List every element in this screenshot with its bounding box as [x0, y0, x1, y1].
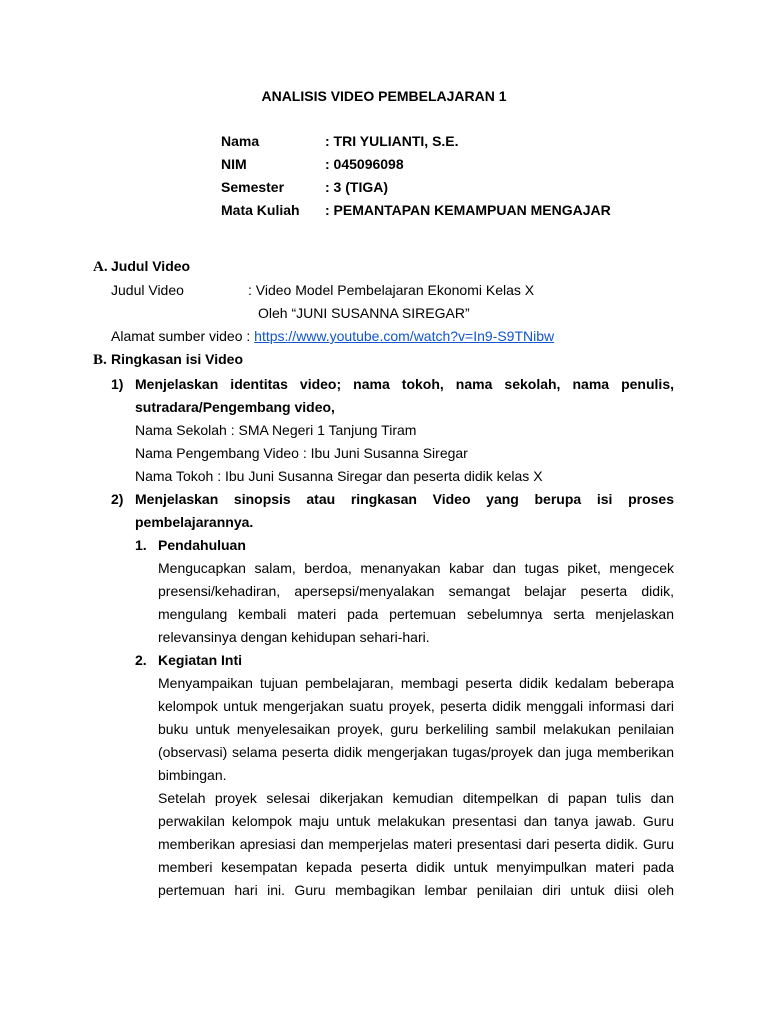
sub1-text-line: relevansinya dengan kehidupan sehari-hari. — [158, 629, 430, 645]
item1-heading-line1: Menjelaskan identitas video; nama tokoh, nama sekolah, nama penulis, — [135, 376, 674, 392]
item2-heading-line2: pembelajarannya. — [135, 514, 254, 530]
sub2-para2-line: perwakilan kelompok maju untuk melakukan presentasi dan tanya jawab. Guru — [158, 813, 674, 829]
video-source-link[interactable]: https://www.youtube.com/watch?v=In9-S9TNibw — [254, 328, 555, 344]
alamat-sumber-label: Alamat sumber video : — [111, 328, 255, 344]
identity-label-nama: Nama — [221, 133, 260, 149]
sub1-text-line: Mengucapkan salam, berdoa, menanyakan kabar dan tugas piket, mengecek — [158, 560, 674, 576]
identity-label-nim: NIM — [221, 156, 247, 172]
identity-value-nama: : TRI YULIANTI, S.E. — [325, 133, 459, 149]
identity-value-mata-kuliah: : PEMANTAPAN KEMAMPUAN MENGAJAR — [325, 202, 611, 218]
identity-value-semester: : 3 (TIGA) — [325, 179, 388, 195]
judul-video-label: Judul Video — [111, 282, 184, 298]
identity-label-mata-kuliah: Mata Kuliah — [221, 202, 300, 218]
sub2-para1-line: (observasi) selama peserta didik mengerjakan tugas/proyek dan juga memberikan — [158, 744, 674, 760]
item1-heading-line2: sutradara/Pengembang video, — [135, 399, 335, 415]
judul-video-value: : Video Model Pembelajaran Ekonomi Kelas X — [248, 282, 535, 298]
section-a-title: Judul Video — [111, 258, 191, 274]
alamat-sumber-line — [111, 325, 554, 348]
section-a-letter: A. — [93, 259, 108, 275]
sub2-number: 2. — [135, 652, 147, 668]
sub2-para1-line: Menyampaikan tujuan pembelajaran, membagi peserta didik kedalam beberapa — [158, 675, 674, 691]
sub2-title: Kegiatan Inti — [158, 652, 243, 668]
section-b-letter: B. — [93, 352, 107, 368]
section-b-title: Ringkasan isi Video — [111, 351, 244, 367]
identity-value-nim: : 045096098 — [325, 156, 404, 172]
sub1-text-line: presensi/kehadiran, apersepsi/menyalakan semangat belajar peserta didik, — [158, 583, 674, 599]
sub1-number: 1. — [135, 537, 147, 553]
nama-sekolah-line: Nama Sekolah : SMA Negeri 1 Tanjung Tiram — [135, 422, 417, 438]
sub2-para2-line: Setelah proyek selesai dikerjakan kemudian ditempelkan di papan tulis dan — [158, 790, 674, 806]
sub2-para1-line: kelompok untuk mengerjakan suatu proyek, peserta didik menggali informasi dari — [158, 698, 674, 714]
nama-pengembang-line: Nama Pengembang Video : Ibu Juni Susanna Siregar — [135, 445, 468, 461]
item2-number: 2) — [111, 491, 124, 507]
sub2-para2-line: memberi kesempatan kepada peserta didik untuk menyimpulkan materi pada — [158, 859, 674, 875]
sub2-para1-line: buku untuk menyelesaikan proyek, guru berkeliling sambil melakukan penilaian — [158, 721, 674, 737]
identity-label-semester: Semester — [221, 179, 285, 195]
nama-tokoh-line: Nama Tokoh : Ibu Juni Susanna Siregar dan peserta didik kelas X — [135, 468, 543, 484]
judul-video-author: Oleh “JUNI SUSANNA SIREGAR” — [258, 305, 470, 321]
item1-number: 1) — [111, 376, 124, 392]
sub1-title: Pendahuluan — [158, 537, 246, 553]
document-title: ANALISIS VIDEO PEMBELAJARAN 1 — [261, 88, 507, 104]
sub2-para1-line: bimbingan. — [158, 767, 227, 783]
sub2-para2-line: pertemuan hari ini. Guru membagikan lembar penilaian diri untuk diisi oleh — [158, 882, 674, 898]
sub2-para2-line: memberikan apresiasi dan memperjelas materi presentasi dari peserta didik. Guru — [158, 836, 674, 852]
sub1-text-line: mengulang kembali materi pada pertemuan sebelumnya serta menjelaskan — [158, 606, 674, 622]
item2-heading-line1: Menjelaskan sinopsis atau ringkasan Video yang berupa isi proses — [135, 491, 674, 507]
